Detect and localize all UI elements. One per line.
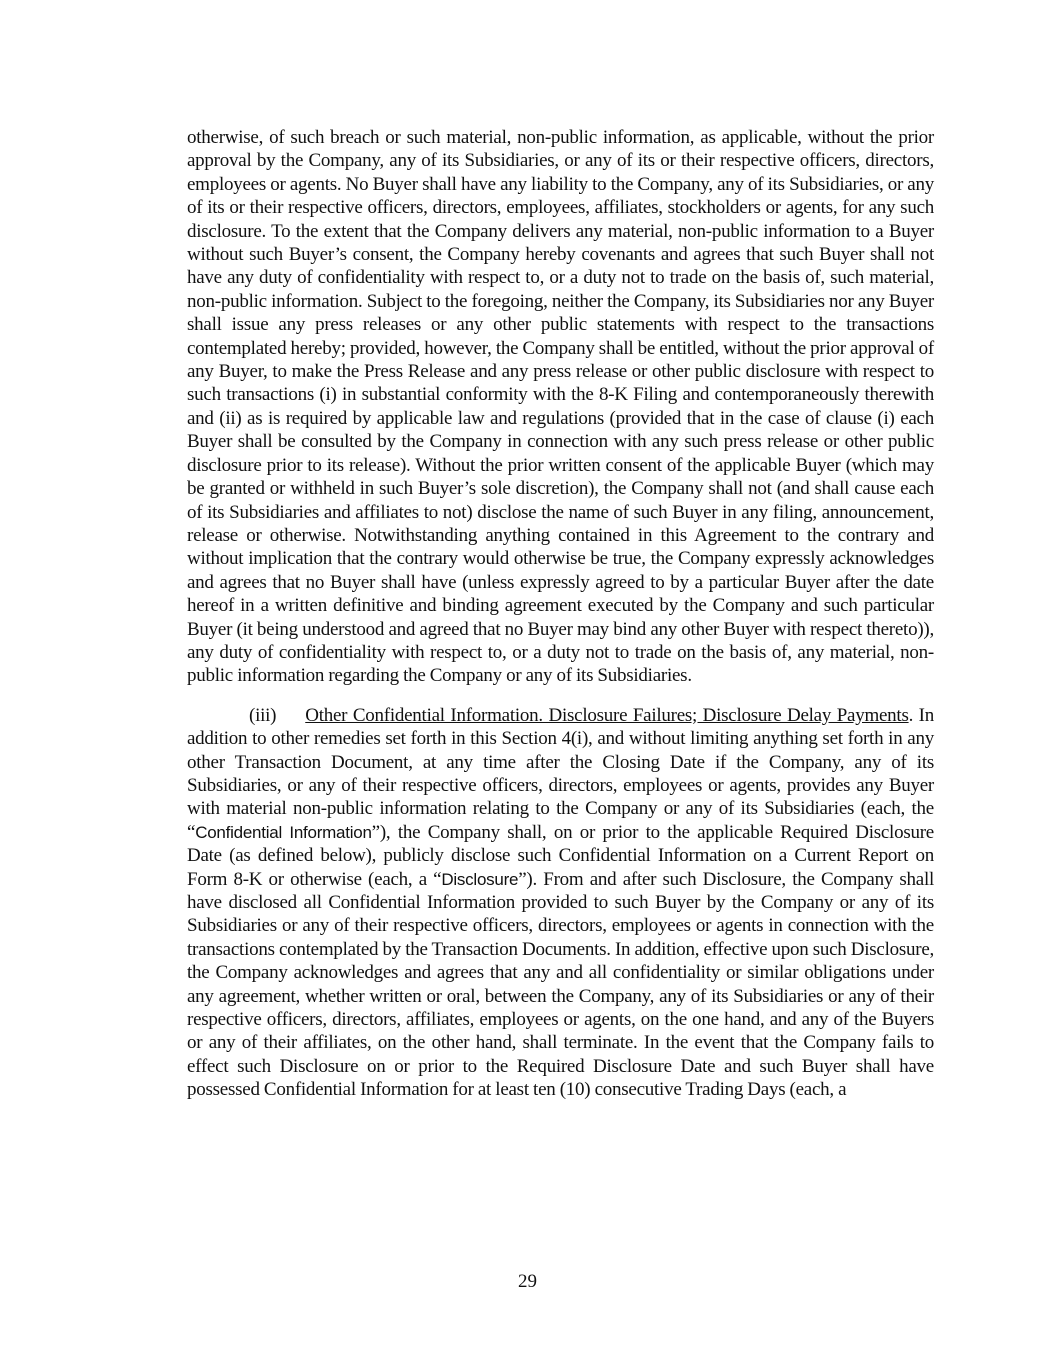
page-number: 29: [518, 1271, 537, 1292]
defined-term: Disclosure: [441, 869, 519, 889]
section-text: ”), the Company shall, on or prior to the applicable Required Disclosure Date (as defined below), publicly disclose such Confidential Information on a Current Report on Form 8-K or otherwise (each, a “: [187, 821, 934, 890]
section-text: . In addition to other remedies set forth in this Section 4(i), and without limiting anything set forth in any other Transaction Document, at any time after the Closing Date if the Company, any of its Subsidiaries, or any of their respective officers, directors, employees or agents, provides any Buyer with material non-public information relating to the Company or any of its Subsidiaries (each, the “: [187, 704, 935, 843]
section-text: ”). From and after such Disclosure, the Company shall have disclosed all Confidential Information provided to such Buyer by the Company or any of its Subsidiaries or any of their respective officers, directors, employees or agents in connection with the transactions contemplated by the Transaction Documents. In addition, effective upon such Disclosure, the Company acknowledges and agrees that any and all confidentiality or similar obligations under any agreement, whether written or oral, between the Company, any of its Subsidiaries or any of their respective officers, directors, affiliates, employees or agents, on the one hand, and any of the Buyers or any of their affiliates, on the other hand, shall terminate. In the event that the Company fails to effect such Disclosure on or prior to the Required Disclosure Date and such Buyer shall have possessed Confidential Information for at least ten (10) consecutive Trading Days (each, a: [187, 868, 935, 1101]
section-number: (iii): [249, 704, 277, 726]
defined-term: Confidential Information: [195, 822, 372, 842]
body-paragraph: otherwise, of such breach or such material, non-public information, as applicable, without the prior approval by the Company, any of its Subsidiaries, or any of its or their respective officers, directors, employees or agents. No Buyer shall have any liability to the Company, any of its Subsidiaries, or any of its or their respective officers, directors, employees, affiliates, stockholders or agents, for any such disclosure. To the extent that the Company delivers any material, non-public information to a Buyer without such Buyer’s consent, the Company hereby covenants and agrees that such Buyer shall not have any duty of confidentiality with respect to, or a duty not to trade on the basis of, such material, non-public information. Subject to the foregoing, neither the Company, its Subsidiaries nor any Buyer shall issue any press releases or any other public statements with respect to the transactions contemplated hereby; provided, however, the Company shall be entitled, without the prior approval of any Buyer, to make the Press Release and any press release or other public disclosure with respect to such transactions (i) in substantial conformity with the 8-K Filing and contemporaneously therewith and (ii) as is required by applicable law and regulations (provided that in the case of clause (i) each Buyer shall be consulted by the Company in connection with any such press release or other public disclosure prior to its release). Without the prior written consent of the applicable Buyer (which may be granted or withheld in such Buyer’s sole discretion), the Company shall not (and shall cause each of its Subsidiaries and affiliates to not) disclose the name of such Buyer in any filing, announcement, release or otherwise. Notwithstanding anything contained in this Agreement to the contrary and without implication that the contrary would otherwise be true, the Company expressly acknowledges and agrees that no Buyer shall have (unless expressly agreed to by a particular Buyer after the date hereof in a written definitive and binding agreement executed by the Company and such particular Buyer (it being understood and agreed that no Buyer may bind any other Buyer with respect thereto)), any duty of confidentiality with respect to, or a duty not to trade on the basis of, any material, non-public information regarding the Company or any of its Subsidiaries.: [187, 127, 935, 687]
section-iii-paragraph: [187, 704, 934, 1102]
section-heading: Other Confidential Information. Disclosure Failures; Disclosure Delay Payments: [305, 704, 909, 726]
document-page: [187, 126, 934, 1102]
